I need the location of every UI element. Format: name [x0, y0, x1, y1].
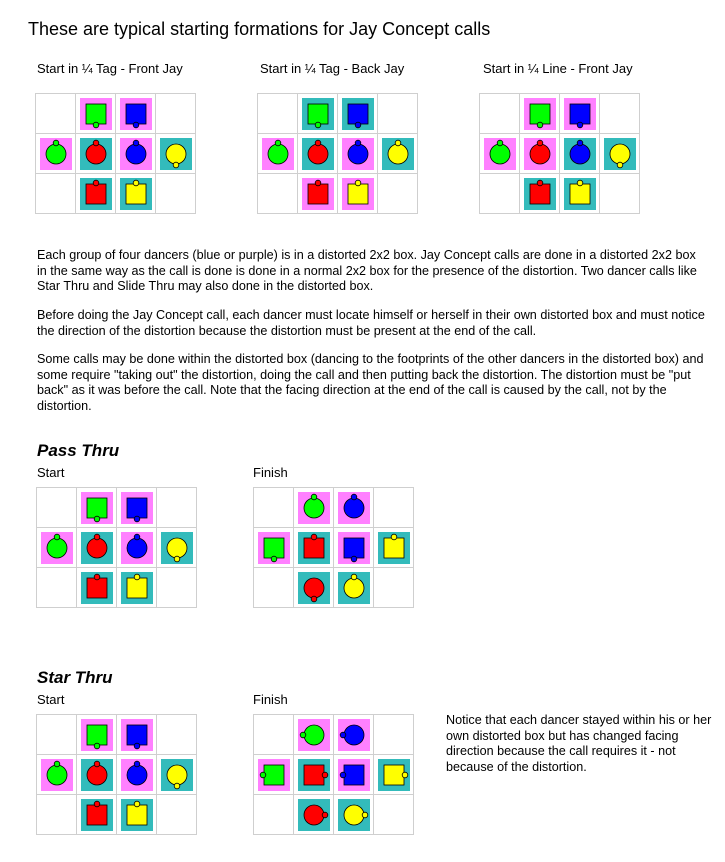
grid-line	[155, 93, 156, 214]
grid-line	[413, 487, 414, 608]
grid-line	[257, 93, 258, 214]
dancer-yellow-square-facing-right	[378, 759, 410, 791]
dancer-green-circle-facing-up	[40, 138, 72, 170]
dancer-green-circle-facing-up	[41, 532, 73, 564]
grid-line	[35, 173, 196, 174]
star-thru-finish-label: Finish	[253, 692, 288, 707]
dancer-blue-square-facing-down	[121, 492, 153, 524]
grid-line	[417, 93, 418, 214]
pass-thru-start-label: Start	[37, 465, 65, 480]
dancer-red-circle-facing-right	[298, 799, 330, 831]
dancer-green-square-facing-down	[81, 492, 113, 524]
dancer-yellow-square-facing-up	[121, 799, 153, 831]
dancer-red-square-facing-up	[524, 178, 556, 210]
paragraph-locate-box: Before doing the Jay Concept call, each dancer must locate himself or herself in their own distorted box and must notice the direction of the distortion because the distortion must be present at the end of the call.	[37, 308, 705, 338]
grid-line	[116, 487, 117, 608]
dancer-yellow-square-facing-up	[378, 532, 410, 564]
grid-line	[253, 714, 254, 835]
grid-line	[253, 487, 414, 488]
grid-line	[35, 93, 196, 94]
dancer-blue-circle-facing-up	[120, 138, 152, 170]
grid-line	[333, 487, 334, 608]
grid-line	[36, 714, 37, 835]
diagram-pass-thru-start	[36, 487, 197, 608]
formation-diagram-line-front-jay	[479, 93, 640, 214]
dancer-red-square-facing-up	[81, 572, 113, 604]
grid-line	[253, 794, 414, 795]
grid-line	[253, 714, 414, 715]
dancer-blue-circle-facing-up	[564, 138, 596, 170]
dancer-yellow-circle-facing-down	[161, 759, 193, 791]
grid-line	[599, 93, 600, 214]
dancer-yellow-circle-facing-up	[382, 138, 414, 170]
grid-line	[519, 93, 520, 214]
formation-diagram-tag-front-jay	[35, 93, 196, 214]
grid-line	[36, 487, 37, 608]
grid-line	[479, 93, 480, 214]
section-title-pass-thru: Pass Thru	[37, 441, 120, 460]
grid-line	[156, 714, 157, 835]
dancer-yellow-square-facing-up	[120, 178, 152, 210]
dancer-blue-square-facing-down	[338, 532, 370, 564]
dancer-red-circle-facing-up	[81, 759, 113, 791]
grid-line	[35, 93, 36, 214]
grid-line	[253, 834, 414, 835]
grid-line	[253, 487, 254, 608]
paragraph-taking-out: Some calls may be done within the distorted box (dancing to the footprints of the other dancers in the distorted box) and some require "taking out" the distortion, doing the call and then putting back the distortion. The distortion must be "put back" as it was before the call. Note that the facing direction at the end of the call is caused by the call, not by the distortion.	[37, 352, 704, 413]
dancer-green-square-facing-down	[81, 719, 113, 751]
dancer-green-circle-facing-left	[298, 719, 330, 751]
grid-line	[196, 487, 197, 608]
grid-line	[479, 173, 640, 174]
grid-line	[293, 487, 294, 608]
grid-line	[333, 714, 334, 835]
grid-line	[35, 213, 196, 214]
grid-line	[76, 487, 77, 608]
grid-line	[36, 834, 197, 835]
section-title-star-thru: Star Thru	[37, 668, 113, 687]
grid-line	[35, 133, 196, 134]
grid-line	[36, 794, 197, 795]
diagram-star-thru-finish	[253, 714, 414, 835]
star-thru-start-label: Start	[37, 692, 65, 707]
formation-diagram-tag-back-jay	[257, 93, 418, 214]
grid-line	[36, 487, 197, 488]
paragraph-distorted-box: Each group of four dancers (blue or purple) is in a distorted 2x2 box. Jay Concept calls are done in a distorted 2x2 box in the same way as the call is done is done in a normal 2x2 box for the presence of the distortion. Two dancer calls like Star Thru and Slide Thru may also done in the distorted box.	[37, 248, 697, 294]
dancer-red-circle-facing-up	[80, 138, 112, 170]
dancer-red-square-facing-right	[298, 759, 330, 791]
grid-line	[559, 93, 560, 214]
grid-line	[253, 754, 414, 755]
dancer-yellow-circle-facing-down	[160, 138, 192, 170]
dancer-blue-square-facing-left	[338, 759, 370, 791]
grid-line	[257, 213, 418, 214]
dancer-red-circle-facing-up	[524, 138, 556, 170]
grid-line	[36, 754, 197, 755]
grid-line	[373, 487, 374, 608]
star-thru-note: Notice that each dancer stayed within his or her own distorted box but has changed facing direction because the call requires it - not because of the distortion.	[446, 713, 712, 774]
formation-label-line-front-jay: Start in ¼ Line - Front Jay	[483, 61, 633, 76]
grid-line	[36, 607, 197, 608]
dancer-red-circle-facing-down	[298, 572, 330, 604]
diagram-pass-thru-finish	[253, 487, 414, 608]
dancer-green-square-facing-down	[524, 98, 556, 130]
grid-line	[36, 527, 197, 528]
grid-line	[195, 93, 196, 214]
dancer-yellow-circle-facing-down	[604, 138, 636, 170]
dancer-red-circle-facing-up	[302, 138, 334, 170]
dancer-red-square-facing-up	[302, 178, 334, 210]
grid-line	[293, 714, 294, 835]
dancer-yellow-square-facing-up	[121, 572, 153, 604]
dancer-blue-circle-facing-up	[121, 532, 153, 564]
grid-line	[76, 714, 77, 835]
dancer-blue-circle-facing-left	[338, 719, 370, 751]
dancer-red-square-facing-up	[81, 799, 113, 831]
grid-line	[257, 93, 418, 94]
diagram-star-thru-start	[36, 714, 197, 835]
dancer-blue-square-facing-down	[121, 719, 153, 751]
dancer-blue-square-facing-down	[564, 98, 596, 130]
grid-line	[479, 213, 640, 214]
grid-line	[253, 567, 414, 568]
dancer-green-square-facing-down	[258, 532, 290, 564]
dancer-blue-square-facing-down	[120, 98, 152, 130]
formation-label-tag-back-jay: Start in ¼ Tag - Back Jay	[260, 61, 405, 76]
grid-line	[257, 133, 418, 134]
grid-line	[257, 173, 418, 174]
dancer-yellow-square-facing-up	[564, 178, 596, 210]
dancer-blue-circle-facing-up	[121, 759, 153, 791]
grid-line	[36, 567, 197, 568]
grid-line	[337, 93, 338, 214]
dancer-green-circle-facing-up	[41, 759, 73, 791]
dancer-green-circle-facing-up	[484, 138, 516, 170]
grid-line	[413, 714, 414, 835]
grid-line	[639, 93, 640, 214]
dancer-green-square-facing-down	[80, 98, 112, 130]
grid-line	[36, 714, 197, 715]
dancer-blue-circle-facing-up	[338, 492, 370, 524]
grid-line	[253, 527, 414, 528]
grid-line	[479, 93, 640, 94]
dancer-yellow-circle-facing-down	[161, 532, 193, 564]
dancer-blue-square-facing-down	[342, 98, 374, 130]
dancer-red-square-facing-up	[80, 178, 112, 210]
dancer-green-circle-facing-up	[262, 138, 294, 170]
grid-line	[196, 714, 197, 835]
dancer-green-square-facing-left	[258, 759, 290, 791]
grid-line	[116, 714, 117, 835]
formation-label-tag-front-jay: Start in ¼ Tag - Front Jay	[37, 61, 183, 76]
dancer-blue-circle-facing-up	[342, 138, 374, 170]
grid-line	[373, 714, 374, 835]
grid-line	[479, 133, 640, 134]
grid-line	[297, 93, 298, 214]
page-title: These are typical starting formations for Jay Concept calls	[28, 19, 491, 39]
dancer-yellow-circle-facing-up	[338, 572, 370, 604]
grid-line	[156, 487, 157, 608]
dancer-green-circle-facing-up	[298, 492, 330, 524]
dancer-green-square-facing-down	[302, 98, 334, 130]
grid-line	[75, 93, 76, 214]
dancer-red-circle-facing-up	[81, 532, 113, 564]
grid-line	[377, 93, 378, 214]
dancer-yellow-square-facing-up	[342, 178, 374, 210]
dancer-red-square-facing-up	[298, 532, 330, 564]
grid-line	[253, 607, 414, 608]
grid-line	[115, 93, 116, 214]
pass-thru-finish-label: Finish	[253, 465, 288, 480]
dancer-yellow-circle-facing-right	[338, 799, 370, 831]
